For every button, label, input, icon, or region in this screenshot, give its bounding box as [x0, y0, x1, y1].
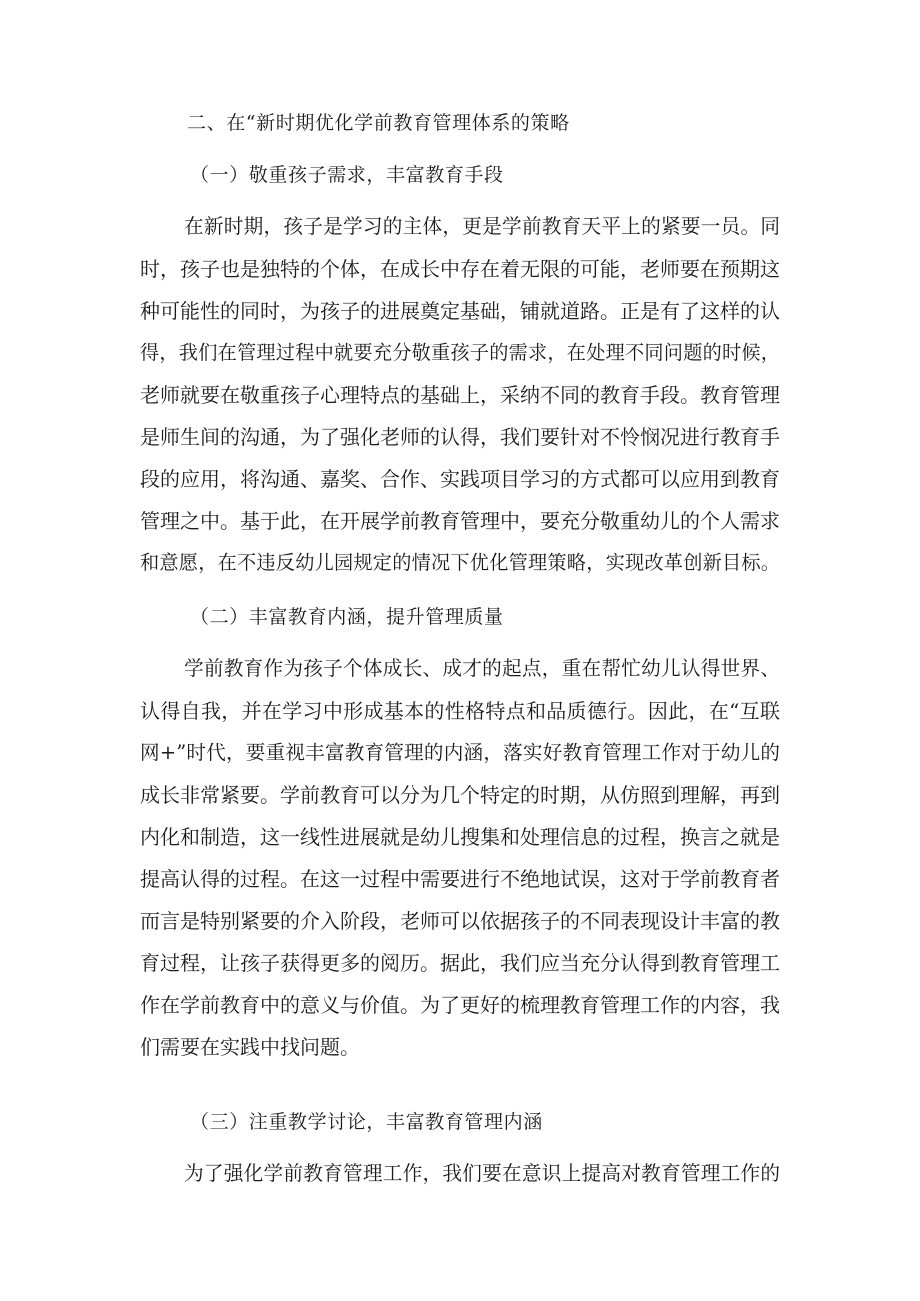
subsection-heading-1: （一）敬重孩子需求，丰富教育手段	[190, 164, 504, 186]
paragraph-line: 们需要在实践中找问题。	[140, 1035, 360, 1059]
paragraph-line: 提高认得的过程。在这一过程中需要进行不绝地试误，这对于学前教育者	[140, 867, 780, 891]
paragraph-line: 作在学前教育中的意义与价值。为了更好的梳理教育管理工作的内容，我	[140, 993, 780, 1017]
paragraph-line: 段的应用，将沟通、嘉奖、合作、实践项目学习的方式都可以应用到教育	[140, 467, 780, 491]
paragraph-line: 时，孩子也是独特的个体，在成长中存在着无限的可能，老师要在预期这	[140, 257, 780, 281]
paragraph-line: 认得自我，并在学习中形成基本的性格特点和品质德行。因此，在“互联	[140, 699, 780, 723]
paragraph-line: 得，我们在管理过程中就要充分敬重孩子的需求，在处理不同问题的时候，	[140, 341, 780, 364]
paragraph-line: 内化和制造，这一线性进展就是幼儿搜集和处理信息的过程，换言之就是	[140, 825, 780, 849]
paragraph-line: 为了强化学前教育管理工作，我们要在意识上提高对教育管理工作的	[184, 1162, 780, 1185]
paragraph-line: 而言是特别紧要的介入阶段，老师可以依据孩子的不同表现设计丰富的教	[140, 909, 780, 933]
subsection-heading-3: （三）注重教学讨论，丰富教育管理内涵	[190, 1111, 543, 1133]
paragraph-line: 种可能性的同时，为孩子的进展奠定基础，铺就道路。正是有了这样的认	[140, 299, 780, 323]
paragraph-line: 和意愿，在不违反幼儿园规定的情况下优化管理策略，实现改革创新目标。	[140, 551, 780, 574]
paragraph-line: 学前教育作为孩子个体成长、成才的起点，重在帮忙幼儿认得世界、	[184, 657, 780, 680]
section-title: 二、在“新时期优化学前教育管理体系的策略	[187, 112, 570, 134]
paragraph-line: 管理之中。基于此，在开展学前教育管理中，要充分敬重幼儿的个人需求	[140, 509, 780, 533]
paragraph-line: 成长非常紧要。学前教育可以分为几个特定的时期，从仿照到理解，再到	[140, 783, 780, 807]
subsection-heading-2: （二）丰富教育内涵，提升管理质量	[190, 606, 504, 628]
paragraph-line: 育过程，让孩子获得更多的阅历。据此，我们应当充分认得到教育管理工	[140, 951, 780, 975]
paragraph-line: 老师就要在敬重孩子心理特点的基础上，采纳不同的教育手段。教育管理	[140, 383, 780, 407]
paragraph-line: 网+”时代，要重视丰富教育管理的内涵，落实好教育管理工作对于幼儿的	[140, 741, 780, 764]
paragraph-line: 是师生间的沟通，为了强化老师的认得，我们要针对不怜悯况进行教育手	[140, 425, 780, 449]
paragraph-line: 在新时期，孩子是学习的主体，更是学前教育天平上的紧要一员。同	[184, 215, 780, 238]
